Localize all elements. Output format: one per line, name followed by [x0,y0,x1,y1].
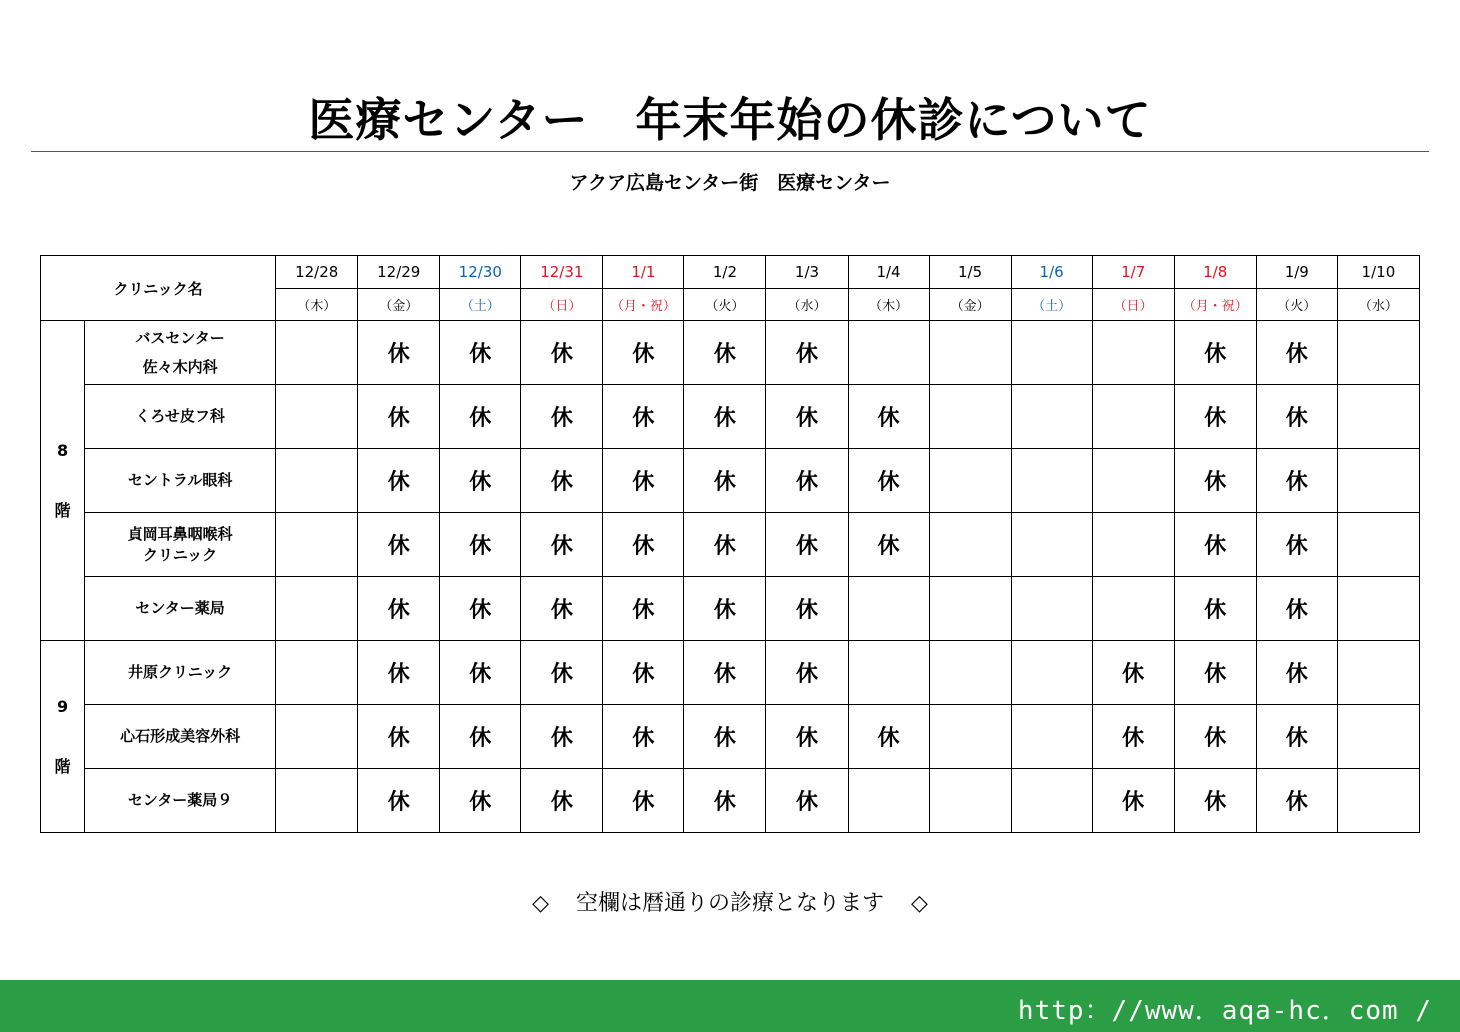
date-header: 1/6 [1011,256,1092,289]
status-cell: 休 [603,513,684,577]
status-cell [848,577,929,641]
status-cell [276,385,358,449]
status-cell [1011,577,1092,641]
date-header: 1/7 [1092,256,1174,289]
status-cell: 休 [1174,577,1256,641]
status-cell [1092,577,1174,641]
table-row [41,385,1420,449]
day-of-week-header: （木） [848,289,929,321]
clinic-name-line: 井原クリニック [128,663,233,681]
status-cell: 休 [1174,513,1256,577]
status-cell: 休 [684,449,766,513]
table-row [41,321,1420,385]
status-cell [929,769,1011,833]
status-cell: 休 [521,321,603,385]
clinic-name-line: 心石形成美容外科 [120,727,241,745]
status-cell: 休 [766,705,848,769]
day-of-week-header: （日） [1092,289,1174,321]
status-cell [848,321,929,385]
header-date-row [41,256,1420,289]
status-cell: 休 [603,385,684,449]
status-cell [1011,705,1092,769]
status-cell: 休 [766,321,848,385]
day-of-week-header: （火） [1256,289,1337,321]
status-cell [1337,513,1419,577]
status-cell: 休 [440,577,521,641]
day-of-week-header: （金） [929,289,1011,321]
status-cell [1011,513,1092,577]
website-url[interactable]: http：//www．aqa-hc．com / [1017,996,1432,1026]
clinic-name-line: 貞岡耳鼻咽喉科 [127,524,233,543]
day-of-week-header: （水） [766,289,848,321]
clinic-name-line: センター薬局９ [127,791,233,809]
status-cell: 休 [603,321,684,385]
clinic-name-line: 佐々木内科 [142,357,218,376]
day-of-week-header: （金） [358,289,440,321]
status-cell: 休 [603,449,684,513]
status-cell: 休 [684,705,766,769]
status-cell: 休 [1256,385,1337,449]
status-cell: 休 [603,641,684,705]
status-cell [1011,449,1092,513]
status-cell: 休 [684,385,766,449]
status-cell: 休 [358,513,440,577]
date-header: 1/8 [1174,256,1256,289]
date-header: 1/10 [1337,256,1419,289]
status-cell [276,641,358,705]
date-header: 12/28 [276,256,358,289]
clinic-name-line: セントラル眼科 [127,471,233,489]
status-cell [929,321,1011,385]
status-cell: 休 [440,321,521,385]
status-cell: 休 [358,705,440,769]
status-cell: 休 [1174,705,1256,769]
status-cell [848,769,929,833]
clinic-name [85,513,276,577]
date-header: 1/4 [848,256,929,289]
clinic-name-header: クリニック名 [41,256,276,321]
status-cell [1337,577,1419,641]
day-of-week-header: （月・祝） [1174,289,1256,321]
status-cell: 休 [521,577,603,641]
status-cell [276,449,358,513]
status-cell [1092,385,1174,449]
day-of-week-header: （水） [1337,289,1419,321]
status-cell [276,513,358,577]
date-header: 1/2 [684,256,766,289]
status-cell: 休 [1256,321,1337,385]
status-cell [1337,705,1419,769]
floor-label [41,641,85,833]
status-cell: 休 [848,705,929,769]
status-cell [1337,385,1419,449]
status-cell: 休 [848,449,929,513]
status-cell: 休 [603,705,684,769]
floor-number: 9 [56,696,69,716]
status-cell: 休 [521,385,603,449]
clinic-name-line: クリニック [143,545,218,564]
status-cell: 休 [848,385,929,449]
date-header: 1/5 [929,256,1011,289]
clinic-name [85,769,276,833]
day-of-week-header: （土） [1011,289,1092,321]
status-cell: 休 [521,769,603,833]
status-cell [1092,321,1174,385]
clinic-name [85,641,276,705]
status-cell [929,513,1011,577]
status-cell [1011,641,1092,705]
status-cell: 休 [1256,449,1337,513]
status-cell: 休 [1256,769,1337,833]
status-cell: 休 [1256,513,1337,577]
status-cell: 休 [1256,641,1337,705]
status-cell: 休 [603,769,684,833]
status-cell [1337,449,1419,513]
status-cell: 休 [684,577,766,641]
day-of-week-header: （土） [440,289,521,321]
clinic-name [85,449,276,513]
status-cell [929,705,1011,769]
status-cell [1011,321,1092,385]
status-cell: 休 [358,385,440,449]
table-row [41,705,1420,769]
table-row [41,577,1420,641]
status-cell: 休 [766,513,848,577]
status-cell: 休 [1092,769,1174,833]
title-divider [31,151,1429,152]
clinic-name-line: センター薬局 [135,599,225,617]
clinic-name [85,321,276,385]
clinic-name [85,385,276,449]
status-cell: 休 [684,641,766,705]
status-cell: 休 [766,385,848,449]
status-cell: 休 [848,513,929,577]
status-cell [1337,321,1419,385]
clinic-name [85,577,276,641]
status-cell [929,641,1011,705]
status-cell: 休 [440,449,521,513]
status-cell: 休 [766,577,848,641]
date-header: 12/29 [358,256,440,289]
floor-number: 8 [56,440,69,460]
status-cell: 休 [440,513,521,577]
date-header: 1/9 [1256,256,1337,289]
status-cell: 休 [603,577,684,641]
page-title: 医療センター 年末年始の休診について [308,93,1152,147]
status-cell [1092,513,1174,577]
day-of-week-header: （木） [276,289,358,321]
floor-label [41,321,85,641]
status-cell: 休 [1092,641,1174,705]
status-cell [1337,769,1419,833]
clinic-name [85,705,276,769]
table-row [41,641,1420,705]
status-cell [848,641,929,705]
status-cell: 休 [1174,321,1256,385]
diamond-icon: ◇ [911,891,928,916]
status-cell: 休 [358,321,440,385]
status-cell [929,385,1011,449]
day-of-week-header: （火） [684,289,766,321]
status-cell [1011,769,1092,833]
diamond-icon: ◇ [532,891,549,916]
status-cell: 休 [521,449,603,513]
status-cell: 休 [1092,705,1174,769]
status-cell [1092,449,1174,513]
status-cell: 休 [358,769,440,833]
status-cell: 休 [358,449,440,513]
status-cell: 休 [684,769,766,833]
status-cell: 休 [1174,449,1256,513]
closure-schedule-table [40,255,1420,833]
day-of-week-header: （日） [521,289,603,321]
day-of-week-header: （月・祝） [603,289,684,321]
status-cell [1337,641,1419,705]
footer-bar [0,980,1460,1032]
status-cell: 休 [440,769,521,833]
date-header: 1/1 [603,256,684,289]
status-cell: 休 [358,641,440,705]
status-cell [276,769,358,833]
status-cell: 休 [521,705,603,769]
status-cell: 休 [521,513,603,577]
status-cell: 休 [766,641,848,705]
status-cell: 休 [1256,705,1337,769]
status-cell [276,577,358,641]
status-cell: 休 [766,769,848,833]
status-cell [276,705,358,769]
date-header: 12/31 [521,256,603,289]
status-cell: 休 [684,321,766,385]
status-cell: 休 [440,385,521,449]
table-row [41,449,1420,513]
status-cell: 休 [1174,769,1256,833]
floor-kai: 階 [54,756,71,776]
status-cell: 休 [1174,385,1256,449]
status-cell: 休 [1174,641,1256,705]
status-cell [1011,385,1092,449]
note-text: 空欄は暦通りの診療となります [575,891,884,916]
date-header: 12/30 [440,256,521,289]
status-cell [929,449,1011,513]
table-row [41,513,1420,577]
status-cell: 休 [521,641,603,705]
floor-kai: 階 [54,500,71,520]
table-row [41,769,1420,833]
status-cell: 休 [684,513,766,577]
clinic-name-line: バスセンター [135,329,225,347]
status-cell [929,577,1011,641]
status-cell: 休 [358,577,440,641]
status-cell: 休 [440,641,521,705]
status-cell: 休 [1256,577,1337,641]
status-cell [276,321,358,385]
status-cell: 休 [440,705,521,769]
date-header: 1/3 [766,256,848,289]
note-blank-means-regular [0,886,1460,917]
clinic-name-line: くろせ皮フ科 [135,407,225,425]
page-subtitle: アクア広島センター街 医療センター [569,172,891,194]
status-cell: 休 [766,449,848,513]
